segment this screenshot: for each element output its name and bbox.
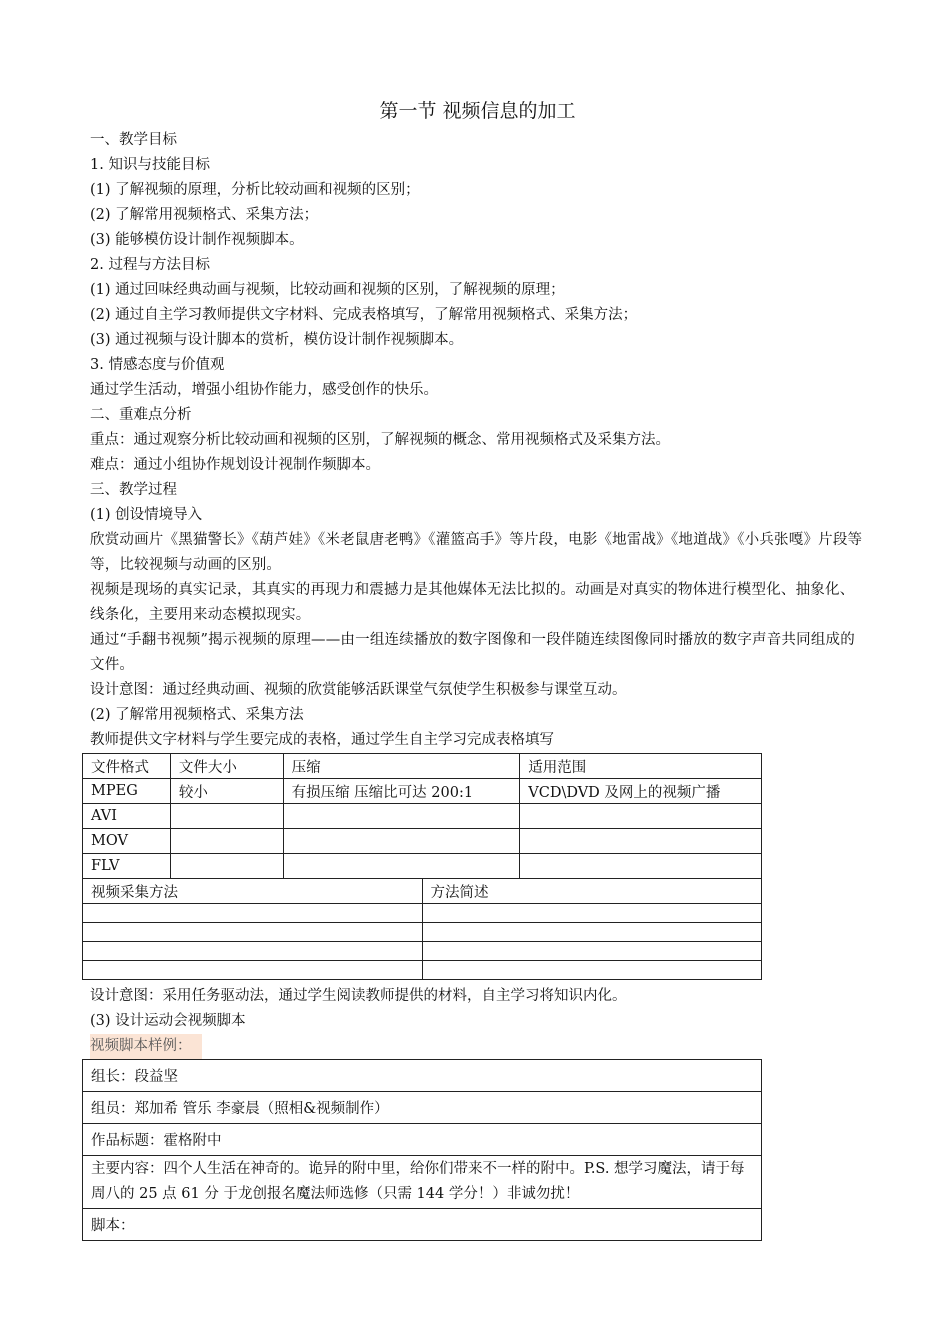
table-cell[interactable] (422, 904, 761, 923)
text-line: (3) 能够模仿设计制作视频脚本。 (90, 232, 304, 248)
paragraph: 欣赏动画片《黑猫警长》《葫芦娃》《米老鼠唐老鸭》《灌篮高手》等片段，电影《地雷战》《地道战》《小兵张嘎》片段等等，比较视频与动画的区别。 (90, 532, 863, 573)
table-header-cell: 适用范围 (520, 754, 762, 779)
leader-cell: 组长：段益坚 (83, 1060, 762, 1092)
text-line: (2) 通过自主学习教师提供文字材料、完成表格填写，了解常用视频格式、采集方法； (90, 307, 638, 323)
content-cell: 主要内容：四个人生活在神奇的。诡异的附中里，给你们带来不一样的附中。P.S. 想学习魔法，请于每周八的 25 点 61 分 于龙创报名魔法师选修（只需 144 学分！）非诚勿扰！ (83, 1156, 762, 1209)
table-row (83, 829, 762, 854)
text-line: 二、重难点分析 (90, 407, 192, 423)
text-line: 教师提供文字材料与学生要完成的表格，通过学生自主学习完成表格填写 (90, 732, 554, 748)
table-cell[interactable] (83, 904, 423, 923)
objectives-section (90, 128, 865, 528)
script-sample-table (82, 1059, 762, 1241)
text-line: 一、教学目标 (90, 132, 177, 148)
table-header-row (83, 754, 762, 779)
paragraph: 通过“手翻书视频”揭示视频的原理——由一组连续播放的数字图像和一段伴随连续图像同时播放的数字声音共同组成的文件。 (90, 632, 855, 673)
script-sample-label (90, 1034, 865, 1059)
table-header-cell: 方法简述 (422, 879, 761, 904)
table-cell[interactable] (520, 804, 762, 829)
table-row (83, 1124, 762, 1156)
text-line: (3) 设计运动会视频脚本 (90, 1013, 246, 1029)
video-format-table (82, 753, 762, 879)
table-cell[interactable] (422, 961, 761, 980)
table-cell: MPEG (83, 779, 171, 804)
text-line: 设计意图：通过经典动画、视频的欣赏能够活跃课堂气氛使学生积极参与课堂互动。 (90, 682, 627, 698)
table-row (83, 961, 762, 980)
table-cell[interactable] (520, 829, 762, 854)
capture-method-table (82, 879, 762, 980)
table-row (83, 904, 762, 923)
table-row (83, 804, 762, 829)
script-cell: 脚本： (83, 1209, 762, 1241)
work-title-cell: 作品标题：霍格附中 (83, 1124, 762, 1156)
table-header-row (83, 879, 762, 904)
text-line: 3. 情感态度与价值观 (90, 357, 225, 373)
text-line: 设计意图：采用任务驱动法，通过学生阅读教师提供的材料，自主学习将知识内化。 (90, 988, 627, 1004)
table-cell[interactable] (83, 923, 423, 942)
members-cell: 组员：郑加希 管乐 李豪晨（照相&视频制作） (83, 1092, 762, 1124)
table-cell[interactable] (83, 961, 423, 980)
table-cell[interactable] (283, 854, 520, 879)
table-cell: MOV (83, 829, 171, 854)
table-header-cell: 视频采集方法 (83, 879, 423, 904)
table-cell[interactable] (422, 942, 761, 961)
text-line: 通过学生活动，增强小组协作能力，感受创作的快乐。 (90, 382, 438, 398)
table-cell[interactable] (83, 942, 423, 961)
table-header-cell: 文件格式 (83, 754, 171, 779)
table-row (83, 1209, 762, 1241)
table-row (83, 1060, 762, 1092)
table-cell: 有损压缩 压缩比可达 200:1 (283, 779, 520, 804)
table-cell: 较小 (170, 779, 283, 804)
text-line: (3) 通过视频与设计脚本的赏析，模仿设计制作视频脚本。 (90, 332, 464, 348)
table-row (83, 1092, 762, 1124)
text-line: 2. 过程与方法目标 (90, 257, 210, 273)
table-cell: VCD\DVD 及网上的视频广播 (520, 779, 762, 804)
table-cell[interactable] (422, 923, 761, 942)
text-line: (1) 创设情境导入 (90, 507, 203, 523)
table-row (83, 1156, 762, 1209)
table-cell[interactable] (283, 804, 520, 829)
table-row (83, 923, 762, 942)
table-header-cell: 压缩 (283, 754, 520, 779)
table-row (83, 942, 762, 961)
text-line: 难点：通过小组协作规划设计视制作频脚本。 (90, 457, 380, 473)
text-line: 三、教学过程 (90, 482, 177, 498)
table-cell: AVI (83, 804, 171, 829)
document-page (90, 96, 865, 1241)
paragraph: 视频是现场的真实记录，其真实的再现力和震撼力是其他媒体无法比拟的。动画是对真实的物体进行模型化、抽象化、线条化，主要用来动态模拟现实。 (90, 582, 855, 623)
table-row (83, 854, 762, 879)
text-line: 1. 知识与技能目标 (90, 157, 210, 173)
text-line: 重点：通过观察分析比较动画和视频的区别，了解视频的概念、常用视频格式及采集方法。 (90, 432, 670, 448)
text-line: (1) 了解视频的原理，分析比较动画和视频的区别； (90, 182, 420, 198)
table-cell[interactable] (283, 829, 520, 854)
table-cell: FLV (83, 854, 171, 879)
table-row (83, 779, 762, 804)
text-line: (2) 了解常用视频格式、采集方法； (90, 207, 319, 223)
text-line: (1) 通过回味经典动画与视频，比较动画和视频的区别，了解视频的原理； (90, 282, 565, 298)
text-line: (2) 了解常用视频格式、采集方法 (90, 707, 304, 723)
highlighted-label: 视频脚本样例： (90, 1034, 202, 1059)
table-cell[interactable] (520, 854, 762, 879)
page-title: 第一节 视频信息的加工 (379, 100, 576, 122)
table-cell[interactable] (170, 854, 283, 879)
process-section (90, 528, 865, 753)
table-cell[interactable] (170, 804, 283, 829)
table-cell[interactable] (170, 829, 283, 854)
table-header-cell: 文件大小 (170, 754, 283, 779)
